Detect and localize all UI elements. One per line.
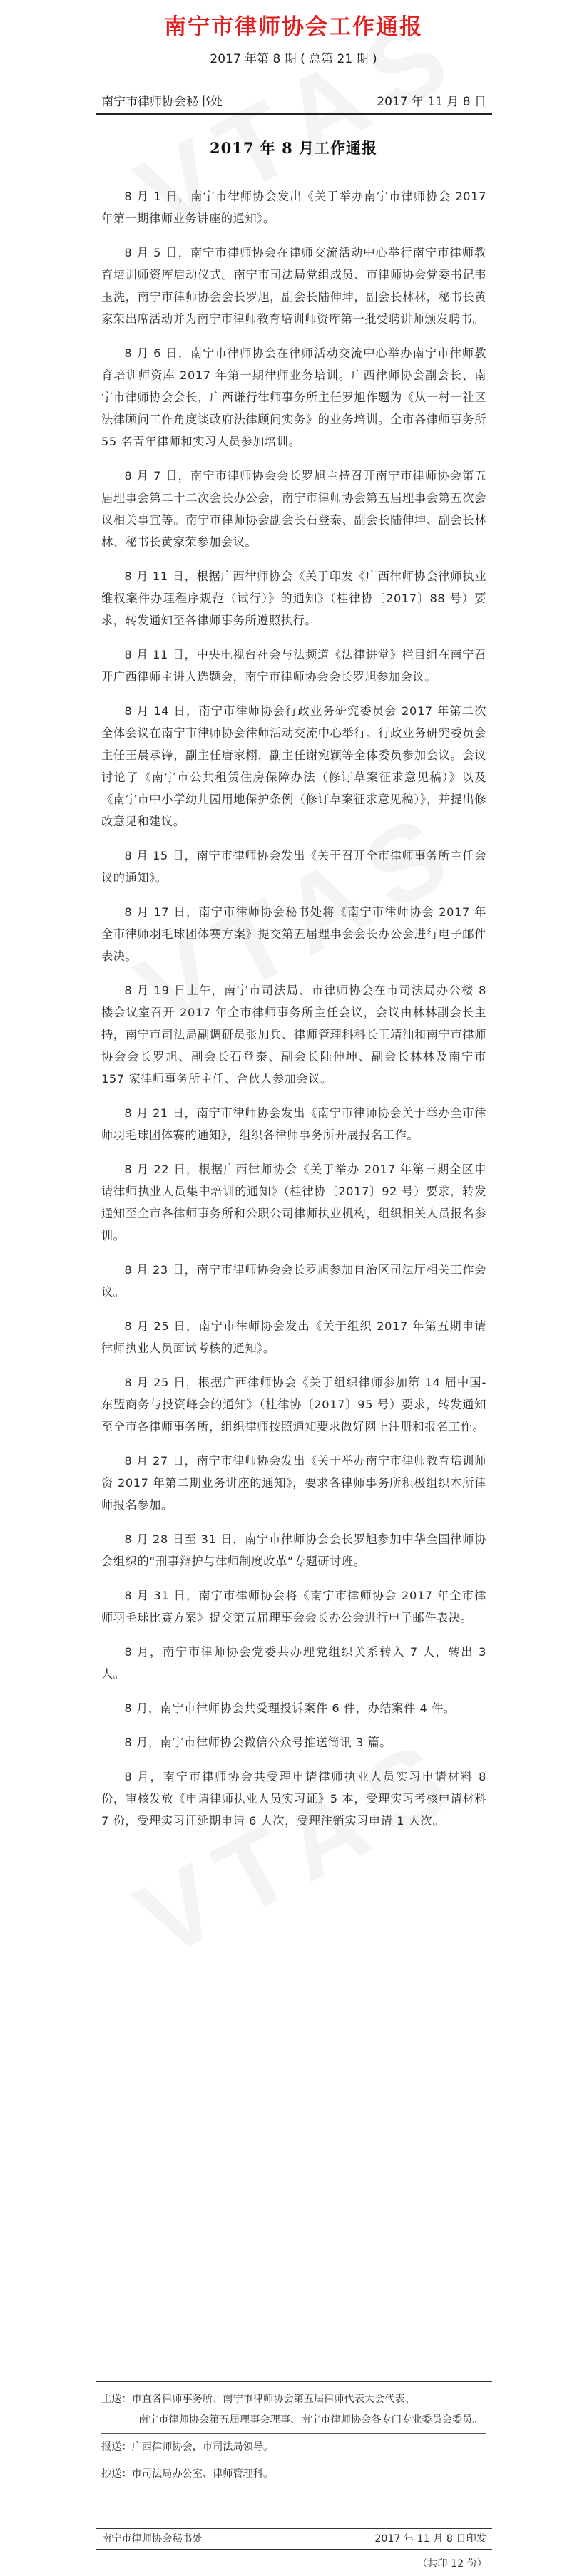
report-recipients-label: 报送：: [101, 2441, 132, 2453]
footer-print-date: 2017 年 11 月 8 日印发: [374, 2533, 486, 2545]
body-paragraph: 8 月 27 日，南宁市律师协会发出《关于举办南宁市律师教育培训师资 2017 年第二期业务讲座的通知》，要求各律师事务所积极组织本所律师报名参加。: [101, 1454, 486, 1512]
body-paragraph: 8 月 11 日，根据广西律师协会《关于印发《广西律师协会律师执业维权案件办理程序规范（试行）》的通知》（桂律协〔2017〕88 号）要求，转发通知至各律师事务所遵照执行。: [101, 570, 486, 627]
distribution-divider: [96, 2381, 492, 2382]
issuer: 南宁市律师协会秘书处: [101, 95, 223, 109]
main-recipients-line2: 南宁市律师协会第五届理事会理事、南宁市律师协会各专门专业委员会委员。: [138, 2414, 483, 2426]
document-body: [101, 185, 486, 1844]
footer-row: [101, 2531, 486, 2547]
main-recipients: [101, 2389, 486, 2431]
body-paragraph: 8 月，南宁市律师协会党委共办理党组织关系转入 7 人，转出 3 人。: [101, 1645, 486, 1681]
footer-divider: [96, 2528, 492, 2529]
copy-recipients-text: 市司法局办公室、律师管理科。: [131, 2468, 274, 2480]
copy-recipients: [101, 2464, 486, 2485]
body-paragraph: 8 月 5 日，南宁市律师协会在律师交流活动中心举行南宁市律师教育培训师资库启动仪式。南宁市司法局党组成员、市律师协会党委书记韦玉洗，南宁市律师协会会长罗旭，副会长陆伸坤，副会长林林，秘书长黄家荣出席活动并为南宁市律师教育培训师资库第一批受聘讲师颁发聘书。: [101, 246, 486, 326]
body-paragraph: 8 月 21 日，南宁市律师协会发出《南宁市律师协会关于举办全市律师羽毛球团体赛的通知》，组织各律师事务所开展报名工作。: [101, 1106, 486, 1142]
report-recipients: [101, 2437, 486, 2458]
body-paragraph: 8 月，南宁市律师协会共受理投诉案件 6 件，办结案件 4 件。: [124, 1701, 456, 1715]
copy-recipients-label: 抄送：: [101, 2468, 132, 2480]
body-paragraph: 8 月 6 日，南宁市律师协会在律师活动交流中心举办南宁市律师教育培训师资库 2017 年第一期律师业务培训。广西律师协会副会长、南宁市律师协会会长，广西谦行律师事务所主任罗旭作题为《从一村一社区法律顾问工作角度谈政府法律顾问实务》的业务培训。全市各律师事务所 55 名青年律师和实习人员参加培训。: [101, 346, 486, 448]
body-paragraph: 8 月 23 日，南宁市律师协会会长罗旭参加自治区司法厅相关工作会议。: [101, 1263, 486, 1299]
issuer-date-row: [101, 91, 486, 110]
body-paragraph: 8 月 14 日，南宁市律师协会行政业务研究委员会 2017 年第二次全体会议在南宁市律师协会律师活动交流中心举行。行政业务研究委员会主任王晨承锋，副主任唐家栩，副主任谢宛颖等全体委员参加会议。会议讨论了《南宁市公共租赁住房保障办法（修订草案征求意见稿）》以及《南宁市中小学幼儿园用地保护条例（修订草案征求意见稿）》，并提出修改意见和建议。: [101, 704, 486, 828]
body-paragraph: 8 月 25 日，根据广西律师协会《关于组织律师参加第 14 届中国-东盟商务与投资峰会的通知》（桂律协〔2017〕95 号）要求，转发通知至全市各律师事务所，组织律师按照通知要求做好网上注册和报名工作。: [101, 1376, 486, 1433]
body-paragraph: 8 月，南宁市律师协会微信公众号推送简讯 3 篇。: [124, 1736, 392, 1749]
body-paragraph: 8 月 28 日至 31 日，南宁市律师协会会长罗旭参加中华全国律师协会组织的“刑事辩护与律师制度改革”专题研讨班。: [101, 1532, 486, 1568]
body-paragraph: 8 月 7 日，南宁市律师协会会长罗旭主持召开南宁市律师协会第五届理事会第二十二次会长办公会，南宁市律师协会第五届理事会第五次会议相关事宜等。南宁市律师协会副会长石登泰、副会长陆伸坤、副会长林林、秘书长黄家荣参加会议。: [101, 469, 486, 549]
masthead-title: 南宁市律师协会工作通报: [164, 14, 423, 40]
issue-date: 2017 年 11 月 8 日: [377, 95, 486, 109]
body-paragraph: 8 月 19 日上午，南宁市司法局、市律师协会在市司法局办公楼 8 楼会议室召开 2017 年全市律师事务所主任会议，会议由林林副会长主持，南宁市司法局副调研员张加兵、律师管理科科长王靖汕和南宁市律师协会会长罗旭、副会长石登泰、副会长陆伸坤、副会长林林及南宁市 157 家律师事务所主任、合伙人参加会议。: [101, 984, 486, 1086]
body-paragraph: 8 月，南宁市律师协会共受理申请律师执业人员实习申请材料 8 份，审核发放《申请律师执业人员实习证》5 本，受理实习考核申请材料 7 份，受理实习证延期申请 6 人次，受理注销实习申请 1 人次。: [101, 1770, 486, 1828]
body-paragraph: 8 月 22 日，根据广西律师协会《关于举办 2017 年第三期全区申请律师执业人员集中培训的通知》（桂律协〔2017〕92 号）要求，转发通知至全市各律师事务所和公职公司律师执业机构，组织相关人员报名参训。: [101, 1163, 486, 1242]
print-count: （共印 12 份）: [417, 2558, 487, 2570]
header-divider: [96, 113, 492, 115]
body-paragraph: 8 月 1 日，南宁市律师协会发出《关于举办南宁市律师协会 2017 年第一期律师业务讲座的通知》。: [101, 190, 486, 225]
body-paragraph: 8 月 25 日，南宁市律师协会发出《关于组织 2017 年第五期申请律师执业人员面试考核的通知》。: [101, 1319, 486, 1355]
distribution-separator: [101, 2433, 486, 2434]
report-recipients-text: 广西律师协会，市司法局领导。: [131, 2441, 274, 2453]
body-paragraph: 8 月 31 日，南宁市律师协会将《南宁市律师协会 2017 年全市律师羽毛球比赛方案》提交第五届理事会会长办公会进行电子邮件表决。: [101, 1589, 486, 1624]
body-paragraph: 8 月 11 日，中央电视台社会与法频道《法律讲堂》栏目组在南宁召开广西律师主讲人选题会，南宁市律师协会会长罗旭参加会议。: [101, 648, 486, 684]
distribution-block: [101, 2389, 486, 2485]
document-title: 2017 年 8 月工作通报: [210, 139, 377, 157]
main-recipients-label: 主送：: [101, 2394, 132, 2405]
body-paragraph: 8 月 15 日，南宁市律师协会发出《关于召开全市律师事务所主任会议的通知》。: [101, 849, 486, 885]
issue-number: 2017 年第 8 期 ( 总第 21 期 ): [210, 52, 377, 66]
main-recipients-line1: 市直各律师事务所、南宁市律师协会第五届律师代表大会代表、: [131, 2394, 415, 2405]
footer-divider: [96, 2549, 492, 2550]
body-paragraph: 8 月 17 日，南宁市律师协会秘书处将《南宁市律师协会 2017 年全市律师羽毛球团体赛方案》提交第五届理事会会长办公会进行电子邮件表决。: [101, 905, 486, 963]
footer-issuer: 南宁市律师协会秘书处: [101, 2533, 203, 2545]
